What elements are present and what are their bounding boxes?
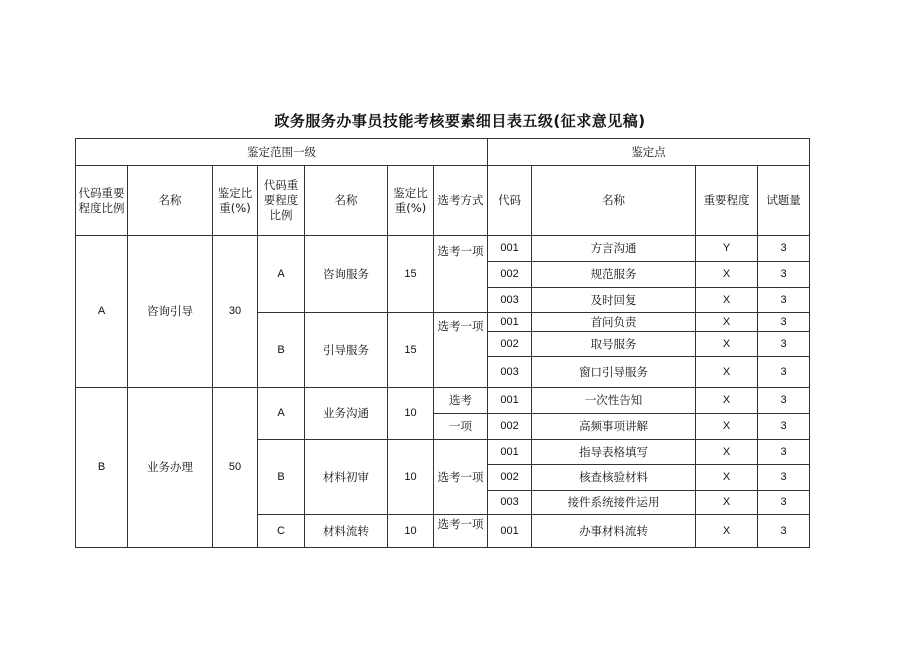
sub-name: 材料流转 bbox=[305, 515, 388, 548]
sub-code: A bbox=[258, 388, 305, 440]
point-quantity: 3 bbox=[758, 236, 810, 262]
point-quantity: 3 bbox=[758, 313, 810, 332]
col-code: 代码 bbox=[488, 166, 532, 236]
sub-name: 咨询服务 bbox=[305, 236, 388, 313]
point-importance: X bbox=[696, 332, 758, 357]
header-row-columns bbox=[76, 166, 810, 236]
point-name: 办事材料流转 bbox=[532, 515, 696, 548]
section-name: 咨询引导 bbox=[128, 236, 213, 388]
point-importance: X bbox=[696, 313, 758, 332]
point-quantity: 3 bbox=[758, 262, 810, 288]
sub-weight: 10 bbox=[388, 515, 434, 548]
sub-code: A bbox=[258, 236, 305, 313]
col-weight-l1: 鉴定比重(%) bbox=[213, 166, 258, 236]
point-importance: X bbox=[696, 357, 758, 388]
header-points: 鉴定点 bbox=[488, 139, 810, 166]
sub-name: 业务沟通 bbox=[305, 388, 388, 440]
point-code: 002 bbox=[488, 465, 532, 491]
sub-weight: 15 bbox=[388, 236, 434, 313]
col-name-l1: 名称 bbox=[128, 166, 213, 236]
point-name: 高频事项讲解 bbox=[532, 414, 696, 440]
point-name: 核查核验材料 bbox=[532, 465, 696, 491]
sub-name: 引导服务 bbox=[305, 313, 388, 388]
point-name: 一次性告知 bbox=[532, 388, 696, 414]
sub-name: 材料初审 bbox=[305, 440, 388, 515]
col-weight-l2: 鉴定比重(%) bbox=[388, 166, 434, 236]
sub-code: B bbox=[258, 440, 305, 515]
point-importance: X bbox=[696, 414, 758, 440]
point-importance: X bbox=[696, 465, 758, 491]
assessment-table bbox=[75, 138, 810, 548]
section-code: A bbox=[76, 236, 128, 388]
point-quantity: 3 bbox=[758, 288, 810, 313]
point-name: 指导表格填写 bbox=[532, 440, 696, 465]
sub-selection: 选考一项 bbox=[434, 515, 488, 548]
point-quantity: 3 bbox=[758, 388, 810, 414]
point-name: 窗口引导服务 bbox=[532, 357, 696, 388]
point-code: 001 bbox=[488, 388, 532, 414]
point-quantity: 3 bbox=[758, 491, 810, 515]
col-name: 名称 bbox=[532, 166, 696, 236]
header-scope: 鉴定范围一级 bbox=[76, 139, 488, 166]
section-weight: 30 bbox=[213, 236, 258, 388]
point-code: 002 bbox=[488, 262, 532, 288]
point-importance: X bbox=[696, 515, 758, 548]
point-importance: X bbox=[696, 288, 758, 313]
point-code: 002 bbox=[488, 332, 532, 357]
sub-selection: 选考一项 bbox=[434, 236, 488, 313]
point-quantity: 3 bbox=[758, 414, 810, 440]
section-name: 业务办理 bbox=[128, 388, 213, 548]
section-code: B bbox=[76, 388, 128, 548]
point-quantity: 3 bbox=[758, 515, 810, 548]
point-name: 及时回复 bbox=[532, 288, 696, 313]
page-title: 政务服务办事员技能考核要素细目表五级(征求意见稿) bbox=[274, 112, 646, 130]
point-code: 003 bbox=[488, 357, 532, 388]
sub-weight: 10 bbox=[388, 440, 434, 515]
sub-selection-bottom: 一项 bbox=[434, 414, 488, 440]
point-name: 首问负责 bbox=[532, 313, 696, 332]
point-code: 001 bbox=[488, 313, 532, 332]
point-importance: X bbox=[696, 440, 758, 465]
sub-selection-top: 选考 bbox=[434, 388, 488, 414]
point-name: 规范服务 bbox=[532, 262, 696, 288]
point-name: 取号服务 bbox=[532, 332, 696, 357]
point-importance: X bbox=[696, 262, 758, 288]
col-name-l2: 名称 bbox=[305, 166, 388, 236]
sub-selection: 选考一项 bbox=[434, 313, 488, 388]
point-code: 001 bbox=[488, 515, 532, 548]
point-quantity: 3 bbox=[758, 332, 810, 357]
col-code-ratio-l2: 代码重要程度比例 bbox=[258, 166, 305, 236]
sub-selection: 选考一项 bbox=[434, 440, 488, 515]
point-code: 002 bbox=[488, 414, 532, 440]
col-importance: 重要程度 bbox=[696, 166, 758, 236]
col-code-ratio-l1: 代码重要程度比例 bbox=[76, 166, 128, 236]
sub-weight: 15 bbox=[388, 313, 434, 388]
point-name: 接件系统接件运用 bbox=[532, 491, 696, 515]
col-quantity: 试题量 bbox=[758, 166, 810, 236]
point-code: 001 bbox=[488, 236, 532, 262]
point-quantity: 3 bbox=[758, 440, 810, 465]
point-importance: Y bbox=[696, 236, 758, 262]
point-quantity: 3 bbox=[758, 465, 810, 491]
section-weight: 50 bbox=[213, 388, 258, 548]
table-row bbox=[76, 236, 810, 262]
col-selection: 选考方式 bbox=[434, 166, 488, 236]
point-name: 方言沟通 bbox=[532, 236, 696, 262]
point-importance: X bbox=[696, 388, 758, 414]
point-quantity: 3 bbox=[758, 357, 810, 388]
point-code: 001 bbox=[488, 440, 532, 465]
point-code: 003 bbox=[488, 288, 532, 313]
sub-weight: 10 bbox=[388, 388, 434, 440]
point-code: 003 bbox=[488, 491, 532, 515]
sub-code: C bbox=[258, 515, 305, 548]
header-row-groups bbox=[76, 139, 810, 166]
point-importance: X bbox=[696, 491, 758, 515]
table-row bbox=[76, 388, 810, 414]
sub-code: B bbox=[258, 313, 305, 388]
